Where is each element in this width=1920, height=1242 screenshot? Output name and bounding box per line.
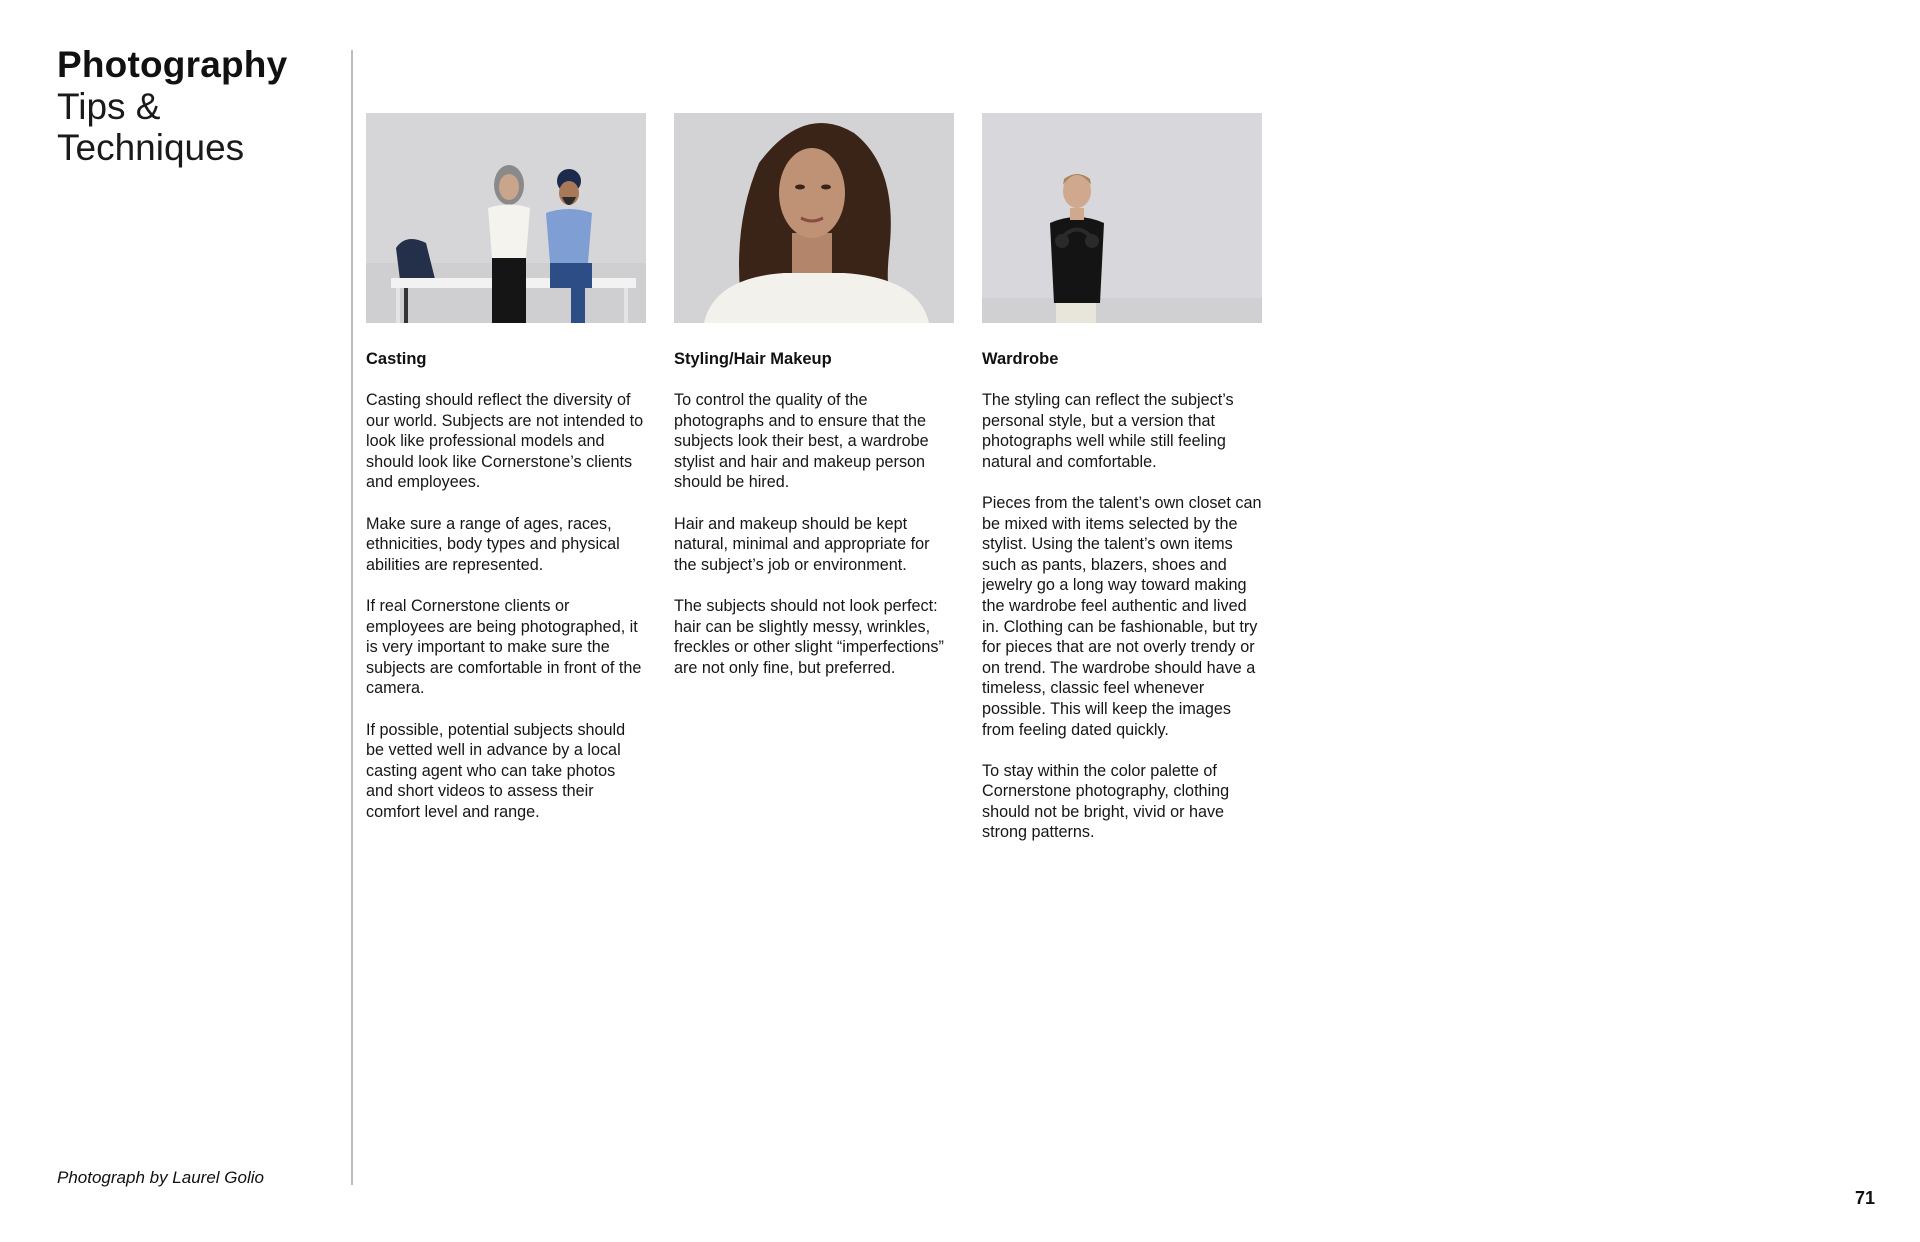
paragraph: Hair and makeup should be kept natural, minimal and appropriate for the subject’s job or environment.	[674, 514, 930, 574]
column-heading: Styling/Hair Makeup	[674, 350, 832, 368]
woman-holding-headphones-photo	[982, 113, 1262, 323]
column-casting	[366, 113, 646, 843]
page-number: 71	[1855, 1188, 1876, 1208]
column-body	[674, 390, 954, 678]
title-bold: Photography	[57, 44, 288, 85]
paragraph: To stay within the color palette of Cornerstone photography, clothing should not be bright, vivid or have strong patterns.	[982, 761, 1230, 842]
column-body	[366, 390, 646, 822]
column-heading: Casting	[366, 350, 427, 368]
paragraph: The subjects should not look perfect: hair can be slightly messy, wrinkles, freckles or other slight “imperfections” are not only fine, but preferred.	[674, 596, 944, 677]
woman-curly-hair-portrait-photo	[674, 113, 954, 323]
title-line-2: Tips &	[57, 86, 161, 127]
paragraph: If possible, potential subjects should be vetted well in advance by a local casting agent who can take photos and short videos to assess their comfort level and range.	[366, 720, 626, 821]
paragraph: Make sure a range of ages, races, ethnicities, body types and physical abilities are represented.	[366, 514, 620, 574]
two-people-looking-at-phones-photo	[366, 113, 646, 323]
photo-credit: Photograph by Laurel Golio	[57, 1168, 264, 1187]
paragraph: Casting should reflect the diversity of our world. Subjects are not intended to look like professional models and should look like Cornerstone’s clients and employees.	[366, 391, 644, 492]
vertical-divider	[351, 50, 353, 1185]
page-title	[57, 44, 337, 168]
column-wardrobe	[982, 113, 1262, 864]
column-styling	[674, 113, 954, 699]
title-line-3: Techniques	[57, 127, 245, 168]
paragraph: If real Cornerstone clients or employees are being photographed, it is very important to make sure the subjects are comfortable in front of the camera.	[366, 596, 642, 698]
paragraph: To control the quality of the photographs and to ensure that the subjects look their best, a wardrobe stylist and hair and makeup person should be hired.	[674, 391, 929, 492]
paragraph: Pieces from the talent’s own closet can be mixed with items selected by the stylist. Using the talent’s own items such as pants, blazers, shoes and jewelry go a long way toward making the wardrobe feel authentic and lived in. Clothing can be fashionable, but try for pieces that are not overly trendy or on trend. The wardrobe should have a timeless, classic feel whenever possible. This will keep the images from feeling dated quickly.	[982, 493, 1262, 739]
column-body	[982, 390, 1262, 843]
column-heading: Wardrobe	[982, 350, 1059, 368]
paragraph: The styling can reflect the subject’s personal style, but a version that photographs well while still feeling natural and comfortable.	[982, 391, 1234, 471]
